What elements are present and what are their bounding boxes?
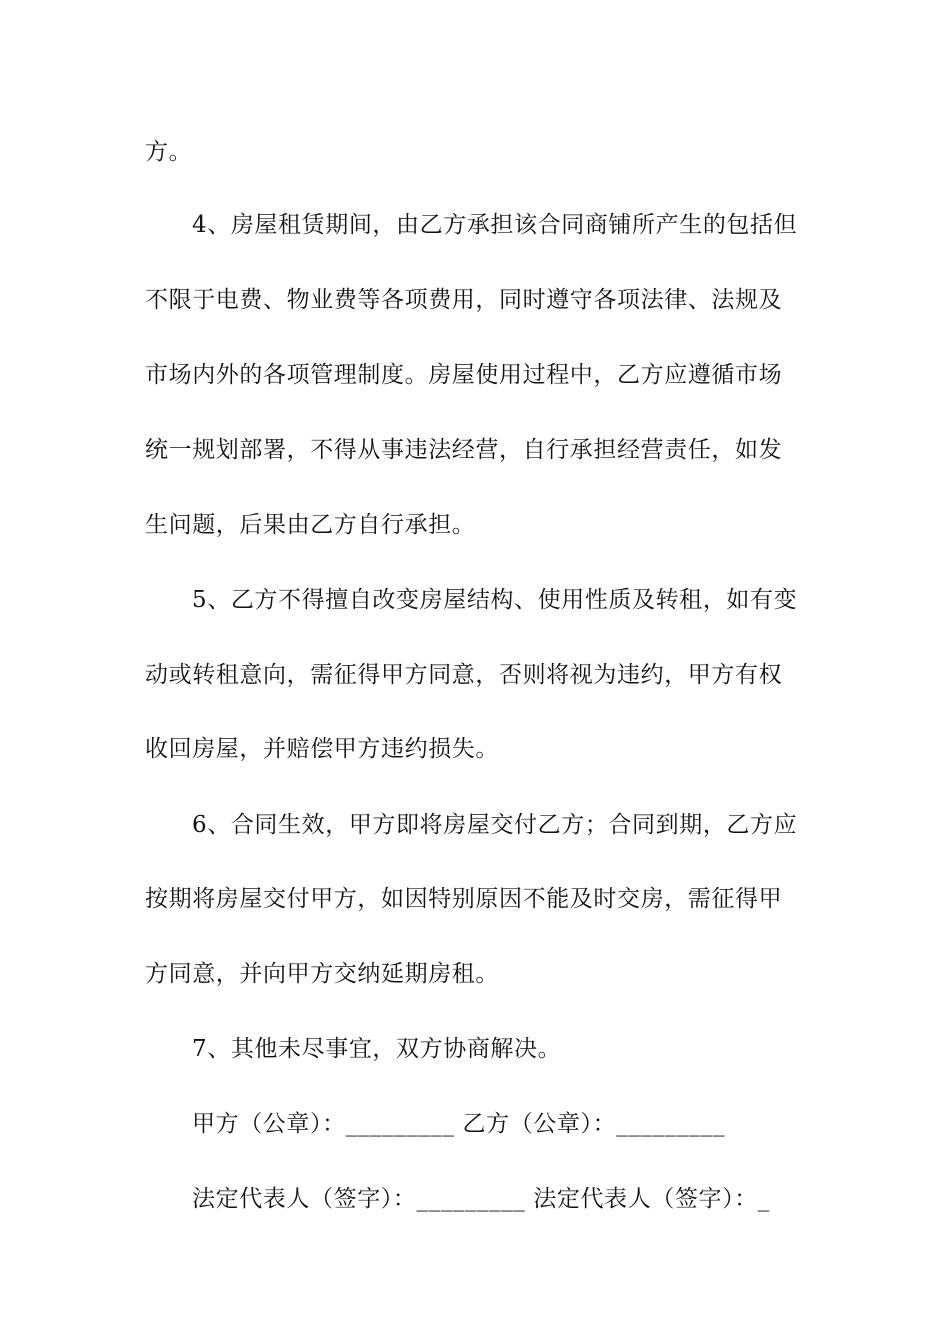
clause-4-line: 统一规划部署，不得从事违法经营，自行承担经营责任，如发 xyxy=(145,437,783,463)
clause-4-line: 4、房屋租赁期间，由乙方承担该合同商铺所产生的包括但 xyxy=(192,212,798,238)
clause-6-line: 按期将房屋交付甲方，如因特别原因不能及时交房，需征得甲 xyxy=(145,886,783,912)
seal-signature-line: 甲方（公章）：_________ 乙方（公章）：_________ xyxy=(192,1111,726,1137)
clause-7-line: 7、其他未尽事宜，双方协商解决。 xyxy=(192,1036,562,1062)
clause-6-line: 6、合同生效，甲方即将房屋交付乙方；合同到期，乙方应 xyxy=(192,812,798,838)
paragraph-line: 方。 xyxy=(145,139,193,165)
clause-5-line: 动或转租意向，需征得甲方同意，否则将视为违约，甲方有权 xyxy=(145,662,783,688)
clause-4-line: 市场内外的各项管理制度。房屋使用过程中，乙方应遵循市场 xyxy=(145,362,783,388)
clause-4-line: 不限于电费、物业费等各项费用，同时遵守各项法律、法规及 xyxy=(145,287,783,313)
clause-4-line: 生问题，后果由乙方自行承担。 xyxy=(145,512,476,538)
legal-representative-signature-line: 法定代表人（签字）：_________ 法定代表人（签字）：_ xyxy=(192,1186,770,1212)
clause-6-line: 方同意，并向甲方交纳延期房租。 xyxy=(145,961,499,987)
clause-5-line: 5、乙方不得擅自改变房屋结构、使用性质及转租，如有变 xyxy=(192,587,798,613)
clause-5-line: 收回房屋，并赔偿甲方违约损失。 xyxy=(145,736,499,762)
